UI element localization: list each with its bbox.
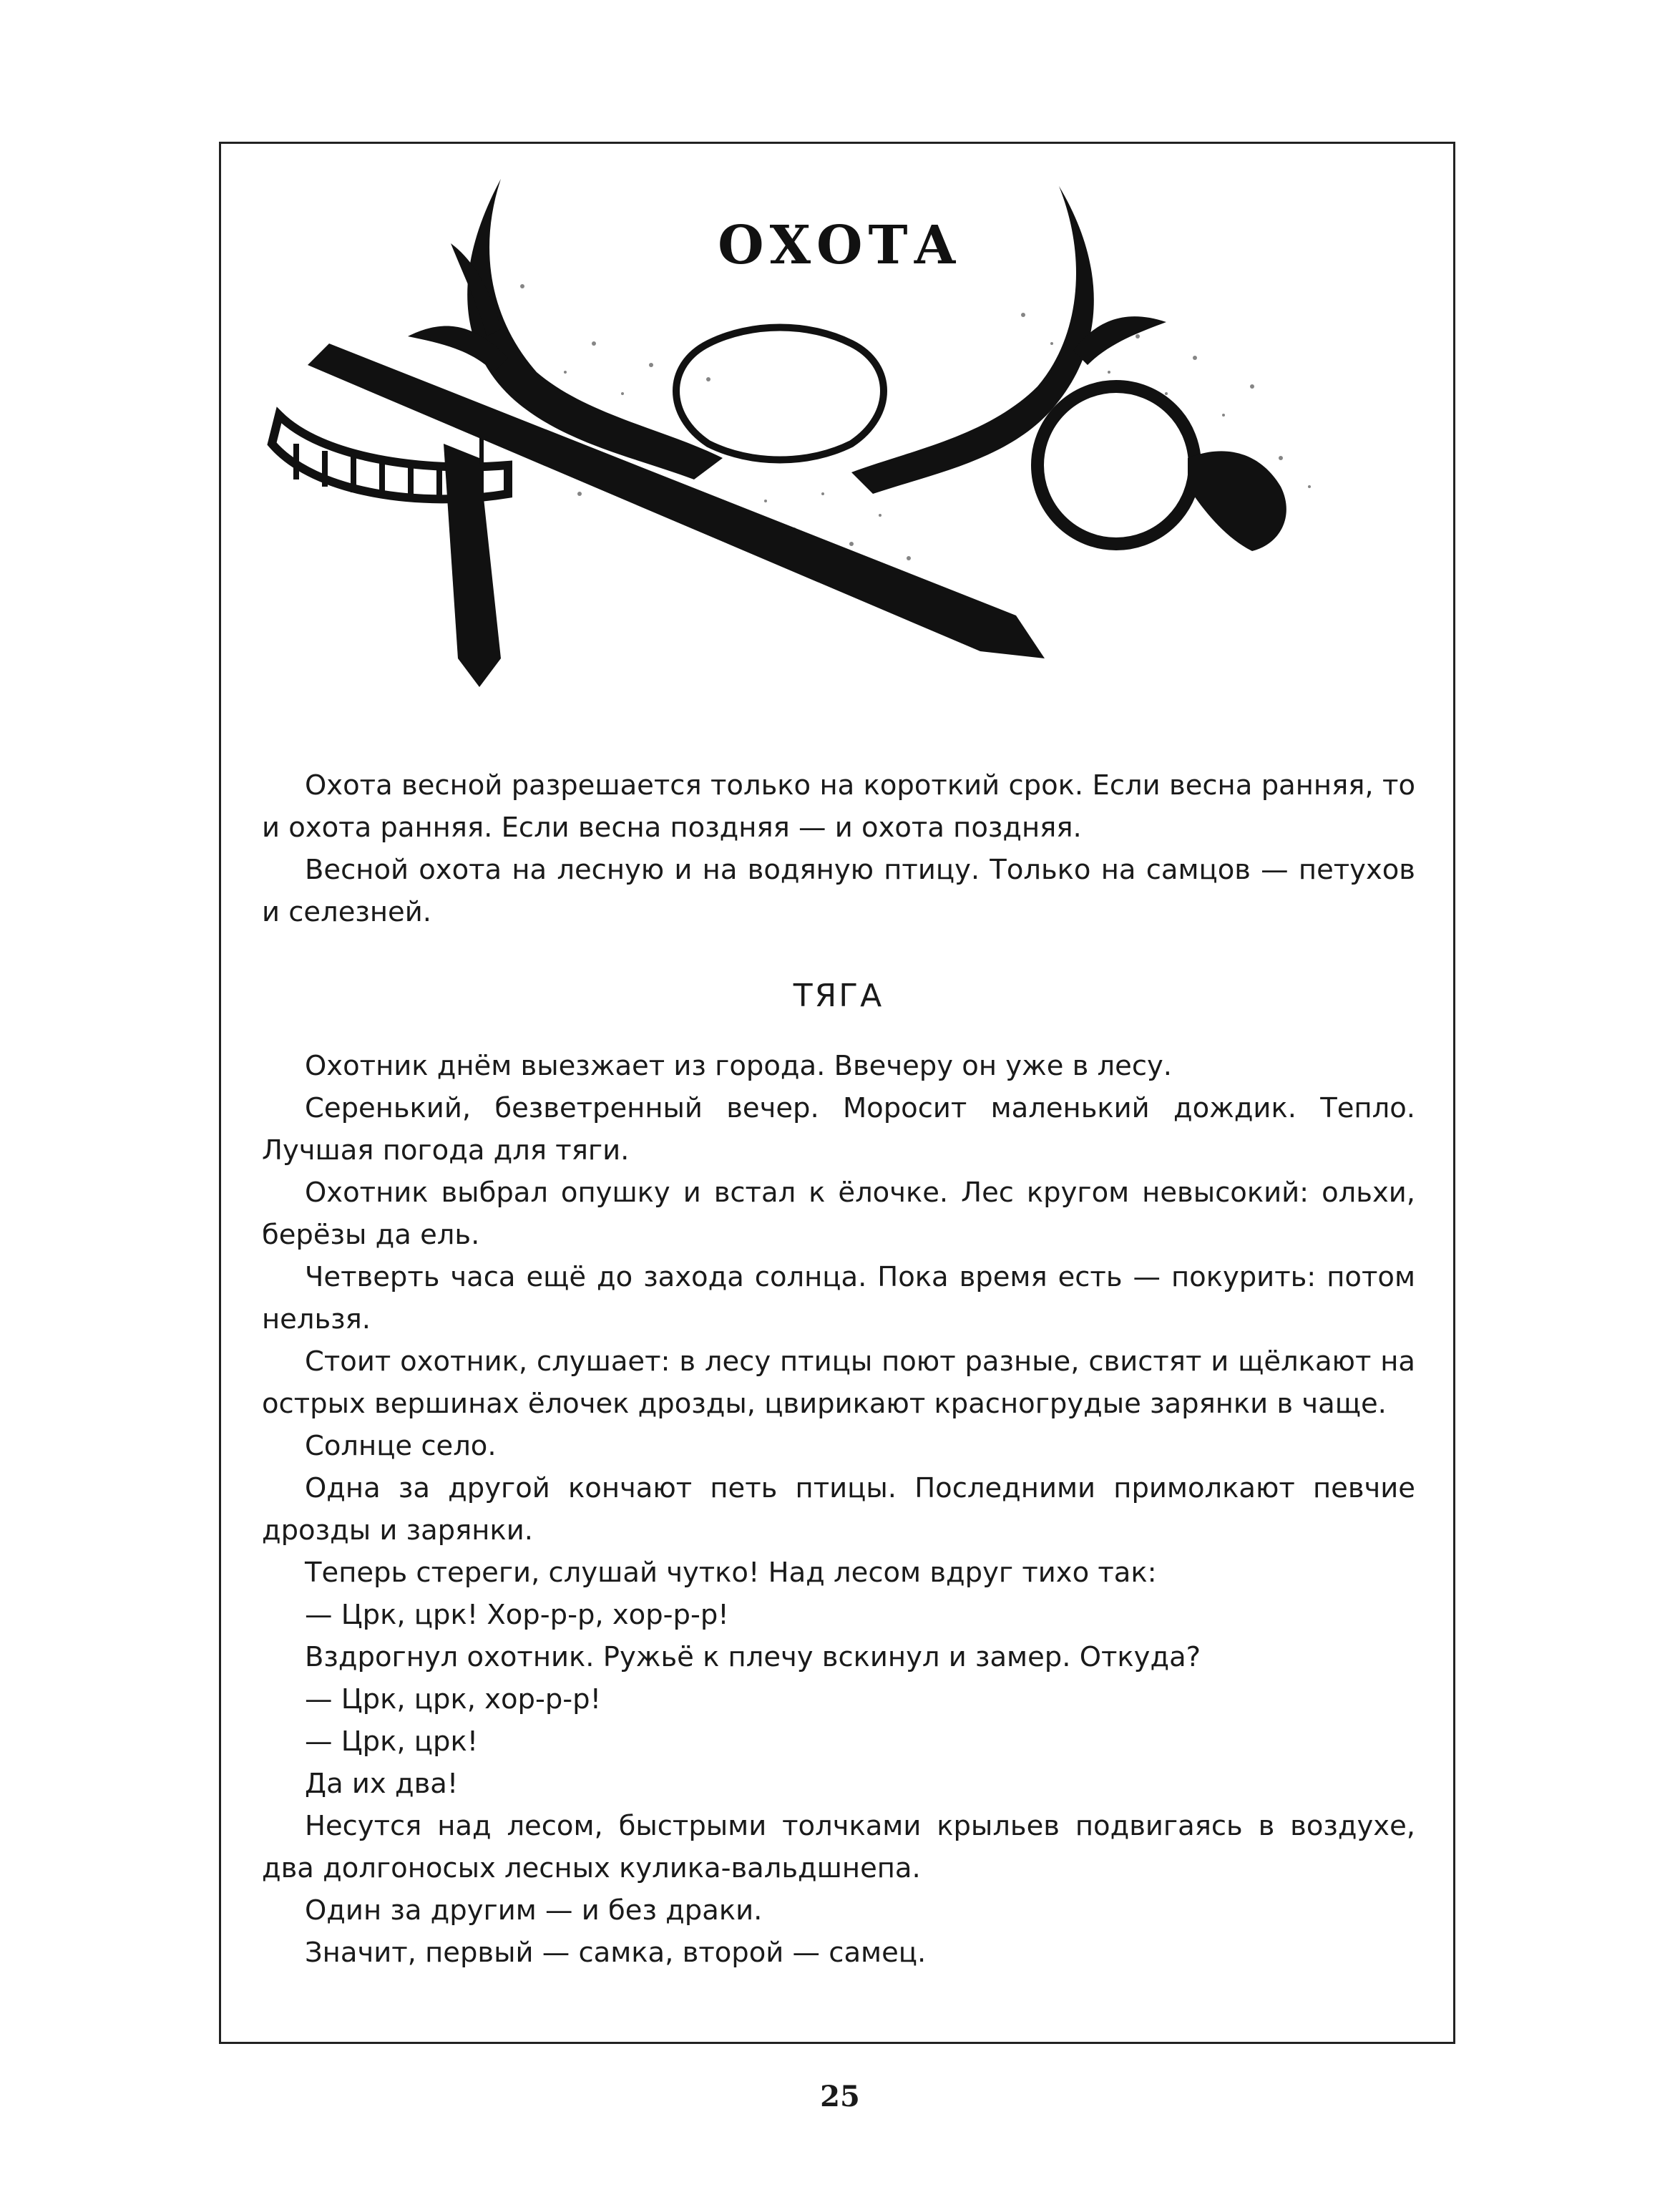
- paragraph: Значит, первый — самка, второй — самец.: [305, 1937, 927, 1969]
- paragraph: — Црк, црк! Хор-р-р, хор-р-р!: [305, 1599, 729, 1631]
- paragraph: Да их два!: [305, 1768, 459, 1800]
- paragraph: Одна за другой кончают петь птицы. Последними примолкают певчие дрозды и зарянки.: [262, 1472, 1415, 1547]
- intro-paragraph: Охота весной разрешается только на короткий срок. Если весна ранняя, то и охота ранняя. Если весна поздняя — и охота поздняя.: [262, 769, 1415, 844]
- paragraph: Вздрогнул охотник. Ружьё к плечу вскинул и замер. Откуда?: [305, 1641, 1201, 1673]
- paragraph: Серенький, безветренный вечер. Моросит маленький дождик. Тепло. Лучшая погода для тяги.: [262, 1092, 1415, 1167]
- page-number: 25: [820, 2080, 860, 2113]
- paragraph: Один за другим — и без драки.: [305, 1894, 763, 1927]
- paragraph: Солнце село.: [305, 1430, 497, 1462]
- paragraph: Несутся над лесом, быстрыми толчками крыльев подвигаясь в воздухе, два долгоносых лесных кулика-вальдшнепа.: [262, 1810, 1415, 1884]
- page-title: ОХОТА: [718, 215, 962, 276]
- paragraph: Четверть часа ещё до захода солнца. Пока время есть — покурить: потом нельзя.: [262, 1261, 1415, 1335]
- hunting-horn: [1037, 386, 1195, 544]
- paragraph: — Црк, црк, хор-р-р!: [305, 1683, 602, 1715]
- paragraph: Стоит охотник, слушает: в лесу птицы поют разные, свистят и щёлкают на острых вершинах ёлочек дрозды, цвирикают красногрудые зарянки в чаще.: [262, 1345, 1415, 1420]
- paragraph: Охотник днём выезжает из города. Ввечеру он уже в лесу.: [305, 1050, 1173, 1082]
- paragraph: Теперь стереги, слушай чутко! Над лесом вдруг тихо так:: [305, 1557, 1157, 1589]
- intro-paragraph: Весной охота на лесную и на водяную птицу. Только на самцов — петухов и селезней.: [262, 854, 1415, 928]
- hunting-knife: [444, 444, 501, 687]
- section-heading: ТЯГА: [793, 978, 884, 1014]
- paragraph: Охотник выбрал опушку и встал к ёлочке. Лес кругом невысокий: ольхи, берёзы да ель.: [262, 1177, 1415, 1251]
- paragraph: — Црк, црк!: [305, 1725, 479, 1758]
- animal-pelt: [676, 328, 884, 460]
- article-body: [262, 764, 1415, 1974]
